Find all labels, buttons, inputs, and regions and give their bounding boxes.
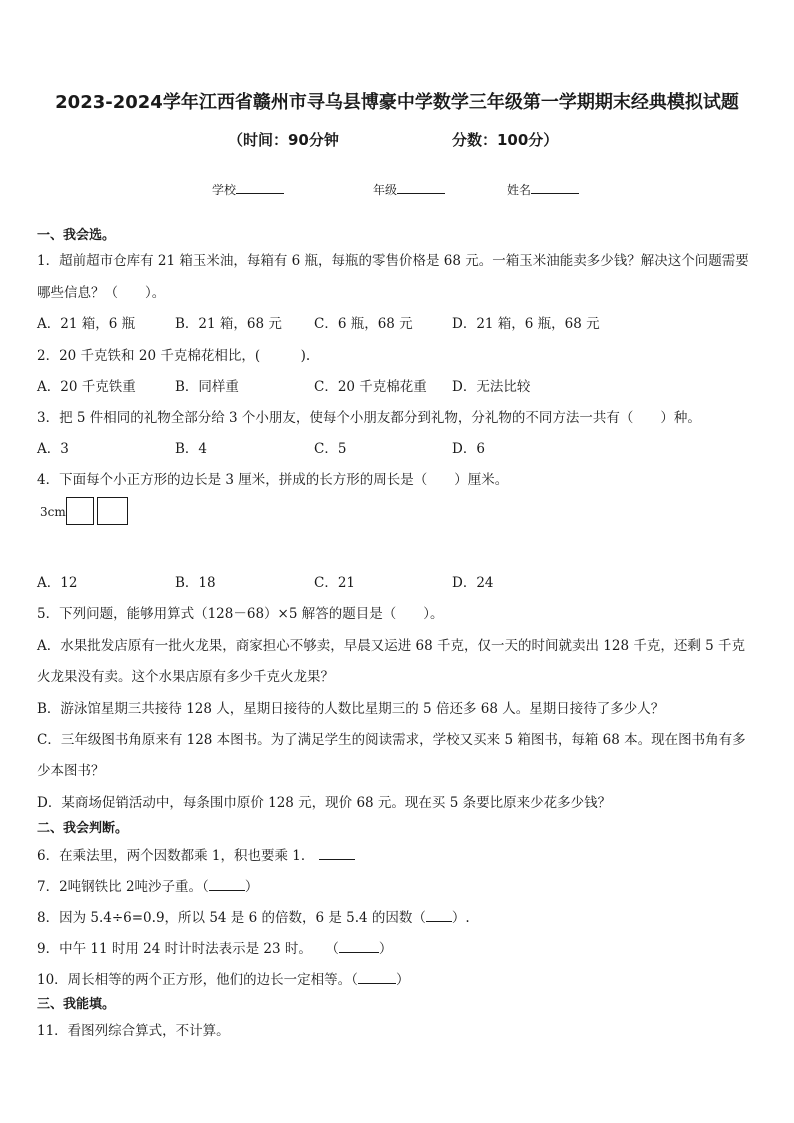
q9-item — [37, 937, 392, 957]
q4-option-c: C．21 — [314, 575, 356, 591]
q7-answer-blank[interactable] — [209, 877, 245, 891]
q5-option-b: B．游泳馆星期三共接待 128 人，星期日接待的人数比星期三的 5 倍还多 68 人。星期日接待了多少人？ — [37, 701, 665, 717]
section-heading-choice: 一、我会选。 — [37, 228, 116, 243]
q2-option-c: C．20 千克棉花重 — [314, 379, 427, 395]
q1-option-c: C．6 瓶，68 元 — [314, 316, 413, 332]
q2-option-d: D．无法比较 — [452, 379, 531, 395]
school-field — [212, 181, 284, 198]
q4-text: 4．下面每个小正方形的边长是 3 厘米，拼成的长方形的周长是（ ）厘米。 — [37, 472, 509, 488]
name-label: 姓名 — [507, 183, 532, 197]
exam-time: （时间：90分钟 — [228, 131, 339, 149]
q9-text: 9．中午 11 时用 24 时计时法表示是 23 时。 （ — [37, 941, 339, 957]
name-field — [507, 181, 579, 198]
q7-item — [37, 875, 258, 895]
q4-option-a: A．12 — [37, 575, 78, 591]
q6-answer-blank[interactable] — [319, 846, 355, 860]
school-blank — [236, 181, 284, 194]
q3-option-d: D．6 — [452, 441, 485, 457]
q5-text: 5．下列问题，能够用算式（128－68）×5 解答的题目是（ ）。 — [37, 606, 444, 622]
q1-option-d: D．21 箱，6 瓶，68 元 — [452, 316, 600, 332]
q8-item — [37, 906, 470, 926]
q5-option-a-line1: A．水果批发店原有一批火龙果，商家担心不够卖，早晨又运进 68 千克，仅一天的时间就卖出 128 千克，还剩 5 千克 — [37, 638, 746, 654]
q4-option-b: B．18 — [175, 575, 216, 591]
q2-option-b: B．同样重 — [175, 379, 239, 395]
q10-close-paren: ） — [395, 972, 410, 988]
q9-close-paren: ） — [378, 941, 393, 957]
q7-close-paren: ） — [244, 879, 259, 895]
page-title: 2023-2024学年江西省赣州市寻乌县博豪中学数学三年级第一学期期末经典模拟试题 — [55, 92, 739, 113]
school-label: 学校 — [212, 183, 237, 197]
section-heading-fill: 三、我能填。 — [37, 997, 116, 1012]
q3-option-a: A．3 — [37, 441, 69, 457]
q1-text-line1: 1．超前超市仓库有 21 箱玉米油，每箱有 6 瓶，每瓶的零售价格是 68 元。一箱玉米油能卖多少钱？解决这个问题需要 — [37, 253, 749, 269]
exam-score: 分数：100分） — [452, 131, 559, 149]
grade-label: 年级 — [373, 183, 398, 197]
q1-option-a: A．21 箱，6 瓶 — [37, 316, 136, 332]
q2-option-a: A．20 千克铁重 — [37, 379, 136, 395]
q3-option-c: C．5 — [314, 441, 347, 457]
q4-side-length-label: 3cm — [40, 505, 66, 519]
q7-text: 7．2吨钢铁比 2吨沙子重。（ — [37, 879, 209, 895]
q6-text: 6．在乘法里，两个因数都乘 1，积也要乘 1． — [37, 848, 315, 864]
q3-text: 3．把 5 件相同的礼物全部分给 3 个小朋友，使每个小朋友都分到礼物，分礼物的不同方法一共有（ ）种。 — [37, 410, 701, 426]
q4-square-left — [66, 497, 94, 525]
q8-answer-blank[interactable] — [426, 908, 452, 922]
q10-answer-blank[interactable] — [358, 970, 396, 984]
q10-item — [37, 968, 409, 988]
q4-square-right — [97, 497, 128, 525]
q6-item — [37, 844, 355, 864]
q5-option-c-line2: 少本图书？ — [37, 763, 105, 779]
q8-text: 8．因为 5.4÷6=0.9，所以 54 是 6 的倍数，6 是 5.4 的因数（ — [37, 910, 426, 926]
q8-close-paren: ）. — [451, 910, 470, 926]
grade-blank — [397, 181, 445, 194]
q3-option-b: B．4 — [175, 441, 208, 457]
section-heading-judge: 二、我会判断。 — [37, 821, 129, 836]
q9-answer-blank[interactable] — [339, 939, 379, 953]
name-blank — [531, 181, 579, 194]
grade-field — [373, 181, 445, 198]
q1-option-b: B．21 箱，68 元 — [175, 316, 282, 332]
q2-text: 2．20 千克铁和 20 千克棉花相比，( ). — [37, 348, 311, 364]
q1-text-line2: 哪些信息？（ ）。 — [37, 285, 166, 301]
q10-text: 10．周长相等的两个正方形，他们的边长一定相等。（ — [37, 972, 358, 988]
q4-option-d: D．24 — [452, 575, 494, 591]
q11-text: 11．看图列综合算式，不计算。 — [37, 1023, 230, 1039]
q5-option-a-line2: 火龙果没有卖。这个水果店原有多少千克火龙果？ — [37, 669, 334, 685]
q5-option-c-line1: C．三年级图书角原来有 128 本图书。为了满足学生的阅读需求，学校又买来 5 箱图书，每箱 68 本。现在图书角有多 — [37, 732, 746, 748]
q5-option-d: D．某商场促销活动中，每条围巾原价 128 元，现价 68 元。现在买 5 条要比原来少花多少钱？ — [37, 795, 612, 811]
